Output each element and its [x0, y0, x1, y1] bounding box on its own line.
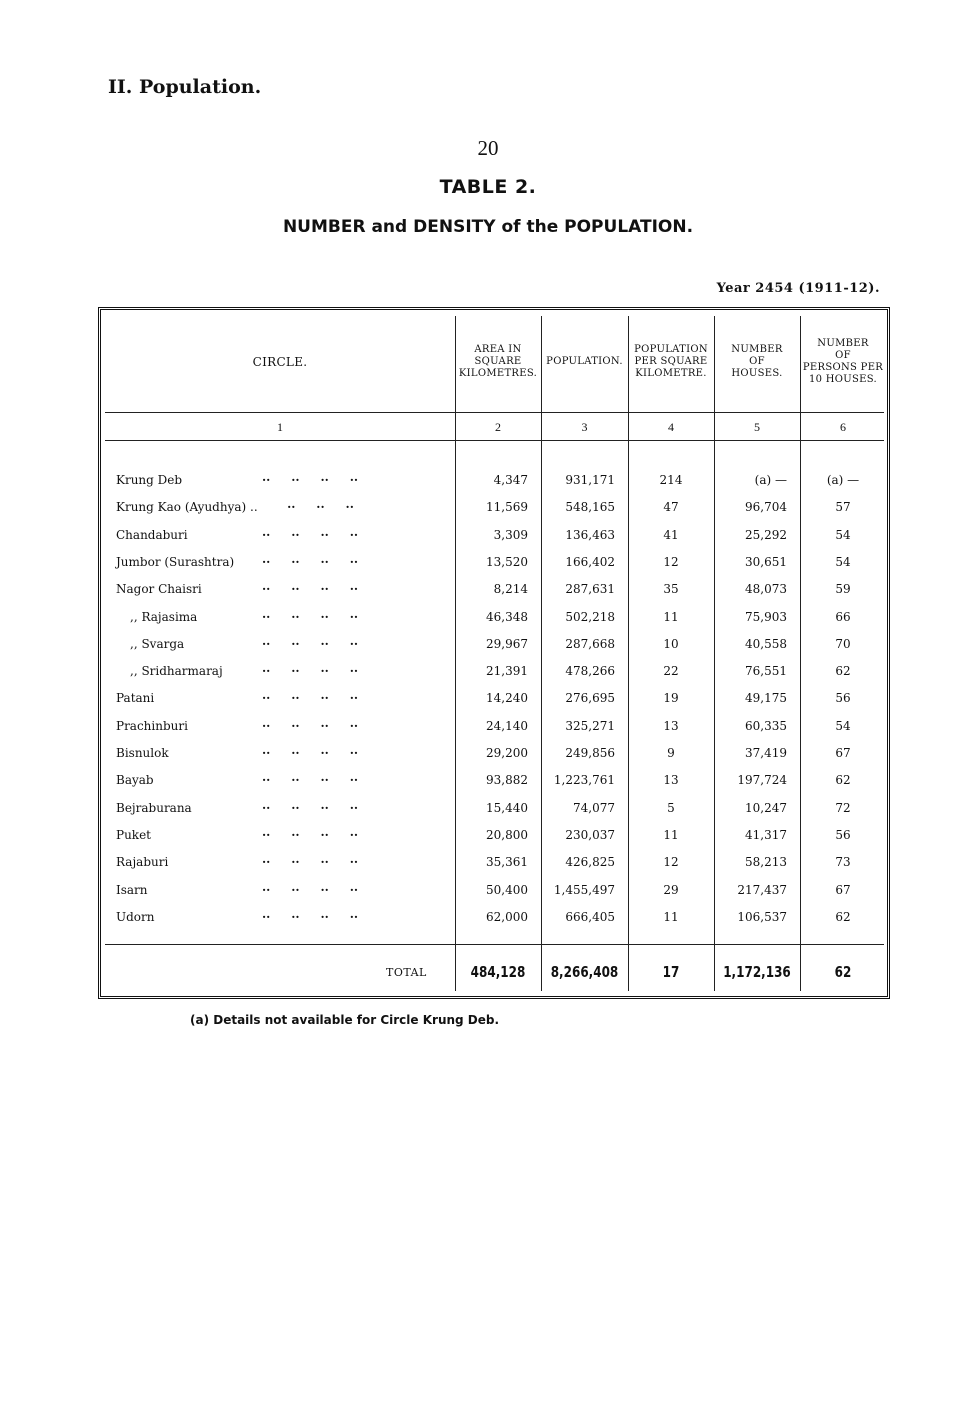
persons-value: 54: [835, 554, 851, 569]
houses-value: 106,537: [737, 909, 787, 924]
circle-name: ,, Sridharmaraj: [130, 664, 223, 679]
density-value: 11: [663, 609, 679, 624]
column-header-area: [455, 344, 541, 380]
houses-value: 25,292: [745, 527, 787, 542]
persons-value: 62: [835, 664, 851, 679]
footnote: (a) Details not available for Circle Krung Deb.: [190, 1013, 500, 1027]
area-value: 46,348: [486, 609, 528, 624]
persons-value: 56: [835, 691, 851, 706]
houses-value: 217,437: [737, 882, 787, 897]
total-label: TOTAL: [386, 966, 427, 979]
column-header-houses: [714, 344, 800, 380]
column-header-line: NUMBER: [817, 338, 869, 349]
leader-dots: .. .. .. ..: [262, 824, 359, 839]
leader-dots: .. .. .. ..: [262, 470, 359, 484]
population-value: 1,455,497: [553, 882, 615, 897]
density-value: 11: [663, 827, 679, 842]
column-number: 3: [581, 420, 588, 434]
table-row: [0, 880, 976, 902]
header-rule: [105, 412, 884, 413]
persons-value: 67: [835, 882, 851, 897]
area-value: 11,569: [486, 500, 528, 515]
leader-dots: .. .. .. ..: [262, 715, 359, 730]
population-value: 166,402: [565, 554, 615, 569]
houses-value: 37,419: [745, 746, 787, 760]
persons-value: 62: [835, 909, 851, 924]
circle-name: Isarn: [116, 882, 148, 897]
density-value: 11: [663, 909, 679, 924]
column-header-line: AREA IN: [474, 344, 522, 355]
persons-value: 54: [835, 718, 851, 733]
houses-value: 58,213: [745, 855, 787, 870]
houses-value: 96,704: [745, 500, 787, 515]
total-density: 17: [662, 963, 680, 981]
column-number: 4: [668, 420, 674, 434]
table-row: [0, 688, 976, 710]
houses-value: 49,175: [745, 691, 787, 706]
table-row: [0, 825, 976, 847]
density-value: 22: [663, 664, 679, 679]
column-header-line: KILOMETRES.: [458, 368, 538, 379]
column-header-line: 10 HOUSES.: [808, 374, 878, 385]
table-row: [0, 716, 976, 738]
total-area: 484,128: [470, 963, 526, 981]
circle-name: Udorn: [116, 909, 155, 924]
table-row: [0, 634, 976, 656]
density-value: 9: [667, 746, 675, 760]
houses-value: 41,317: [745, 827, 787, 842]
area-value: 4,347: [493, 473, 528, 487]
area-value: 3,309: [493, 527, 528, 542]
population-value: 1,223,761: [553, 773, 615, 788]
circle-name: Krung Deb: [116, 473, 183, 487]
table-row: [0, 607, 976, 629]
column-header-line: NUMBER: [731, 344, 783, 355]
column-header-line: SQUARE: [474, 356, 522, 367]
leader-dots: .. .. .. ..: [262, 743, 359, 757]
total-row: [0, 962, 976, 986]
area-value: 20,800: [486, 827, 528, 842]
table-row: [0, 497, 976, 519]
table-title: NUMBER and DENSITY of the POPULATION.: [282, 217, 694, 237]
area-value: 21,391: [486, 664, 528, 679]
leader-dots: .. .. .. ..: [262, 688, 359, 703]
column-header-line: KILOMETRE.: [635, 368, 707, 379]
area-value: 29,967: [486, 636, 528, 651]
table-row: [0, 770, 976, 792]
area-value: 13,520: [486, 554, 528, 569]
column-header-line: POPULATION: [634, 344, 708, 355]
leader-dots: .. .. .. ..: [262, 879, 359, 894]
area-value: 93,882: [486, 773, 528, 788]
circle-name: Prachinburi: [116, 718, 188, 733]
population-value: 548,165: [565, 500, 615, 515]
column-header-line: OF: [835, 350, 851, 361]
leader-dots: .. .. .. ..: [262, 852, 359, 867]
table-row: [0, 743, 976, 765]
density-value: 12: [663, 855, 679, 870]
population-value: 74,077: [573, 800, 615, 815]
area-value: 8,214: [493, 582, 528, 597]
persons-value: 66: [835, 609, 851, 624]
area-value: 14,240: [486, 691, 528, 706]
area-value: 29,200: [486, 746, 528, 760]
persons-value: 73: [835, 855, 851, 870]
persons-value: 57: [835, 500, 851, 515]
total-houses: 1,172,136: [723, 963, 791, 981]
density-value: 41: [663, 527, 679, 542]
area-value: 62,000: [486, 909, 528, 924]
density-value: 19: [663, 691, 679, 706]
section-heading: II. Population.: [108, 76, 262, 98]
circle-name: Jumbor (Surashtra): [116, 554, 235, 569]
column-number: 2: [495, 420, 501, 434]
leader-dots: .. .. .. ..: [262, 633, 359, 648]
persons-value: 70: [835, 636, 851, 651]
area-value: 24,140: [486, 718, 528, 733]
circle-name: Rajaburi: [116, 855, 169, 870]
density-value: 214: [659, 473, 683, 487]
column-number: 5: [754, 420, 760, 434]
density-value: 13: [663, 773, 679, 788]
houses-value: 76,551: [745, 664, 787, 679]
houses-value: 48,073: [745, 582, 787, 597]
page-number: 20: [477, 136, 499, 160]
circle-name: Bisnulok: [116, 746, 169, 760]
circle-name: Chandaburi: [116, 527, 188, 542]
column-header-population: [541, 356, 628, 368]
persons-value: 56: [835, 827, 851, 842]
leader-dots: .. .. .. ..: [262, 797, 359, 812]
persons-value: 54: [835, 527, 851, 542]
persons-value: (a) —: [826, 473, 860, 487]
table-row: [0, 907, 976, 929]
leader-dots: .. .. .. ..: [262, 906, 359, 921]
population-value: 502,218: [565, 609, 615, 624]
table-row: [0, 525, 976, 547]
circle-name: Patani: [116, 691, 155, 706]
total-population: 8,266,408: [550, 963, 619, 981]
persons-value: 67: [835, 746, 851, 760]
total-persons: 62: [834, 963, 852, 981]
density-value: 35: [663, 582, 679, 597]
houses-value: 75,903: [745, 609, 787, 624]
table-row: [0, 852, 976, 874]
population-value: 666,405: [565, 909, 615, 924]
circle-name: Bejraburana: [116, 800, 192, 815]
houses-value: 60,335: [745, 718, 787, 733]
persons-value: 72: [835, 800, 851, 815]
population-value: 287,631: [565, 582, 615, 597]
area-value: 50,400: [486, 882, 528, 897]
houses-value: 30,651: [745, 554, 787, 569]
column-header-line: CIRCLE.: [252, 355, 308, 369]
persons-value: 59: [835, 582, 851, 597]
density-value: 29: [663, 882, 679, 897]
table-row: [0, 798, 976, 820]
area-value: 35,361: [486, 855, 528, 870]
leader-dots: .. .. .. ..: [262, 606, 359, 621]
population-value: 325,271: [565, 718, 615, 733]
leader-dots: .. .. ..: [262, 497, 354, 512]
area-value: 15,440: [486, 800, 528, 815]
column-header-line: PER SQUARE: [634, 356, 708, 367]
leader-dots: .. .. .. ..: [262, 551, 359, 566]
houses-value: 10,247: [745, 800, 787, 815]
density-value: 12: [663, 554, 679, 569]
population-value: 249,856: [565, 746, 615, 760]
table-row: [0, 552, 976, 574]
column-header-persons: [800, 338, 886, 386]
population-value: 426,825: [565, 855, 615, 870]
circle-name: Krung Kao (Ayudhya) ..: [116, 500, 258, 515]
population-value: 136,463: [565, 527, 615, 542]
table-row: [0, 579, 976, 601]
circle-name: ,, Svarga: [130, 636, 185, 651]
leader-dots: .. .. .. ..: [262, 524, 359, 539]
number-rule: [105, 440, 884, 441]
houses-value: (a) —: [754, 473, 787, 487]
density-value: 5: [667, 800, 675, 815]
circle-name: Bayab: [116, 773, 154, 788]
density-value: 47: [663, 500, 679, 515]
table-row: [0, 661, 976, 683]
houses-value: 197,724: [737, 773, 787, 788]
population-value: 230,037: [565, 827, 615, 842]
column-number: 6: [840, 420, 846, 434]
year-caption: Year 2454 (1911-12).: [716, 281, 880, 296]
column-header-line: POPULATION.: [546, 356, 623, 367]
circle-name: Puket: [116, 827, 151, 842]
population-value: 287,668: [565, 636, 615, 651]
houses-value: 40,558: [745, 636, 787, 651]
table-row: [0, 470, 976, 492]
circle-name: ,, Rajasima: [130, 609, 198, 624]
leader-dots: .. .. .. ..: [262, 661, 359, 676]
total-rule: [105, 944, 884, 945]
column-header-line: HOUSES.: [731, 368, 783, 379]
population-value: 276,695: [565, 691, 615, 706]
column-header-line: OF: [749, 356, 765, 367]
column-header-line: PERSONS PER: [802, 362, 884, 373]
leader-dots: .. .. .. ..: [262, 770, 359, 785]
density-value: 10: [663, 636, 679, 651]
leader-dots: .. .. .. ..: [262, 579, 359, 594]
column-number: 1: [277, 420, 283, 434]
density-value: 13: [663, 718, 679, 733]
table-label: TABLE 2.: [439, 176, 537, 198]
persons-value: 62: [835, 773, 851, 788]
column-header-density: [628, 344, 714, 380]
population-value: 931,171: [565, 473, 615, 487]
population-value: 478,266: [565, 664, 615, 679]
circle-name: Nagor Chaisri: [116, 582, 202, 597]
column-header-circle: [105, 356, 455, 368]
